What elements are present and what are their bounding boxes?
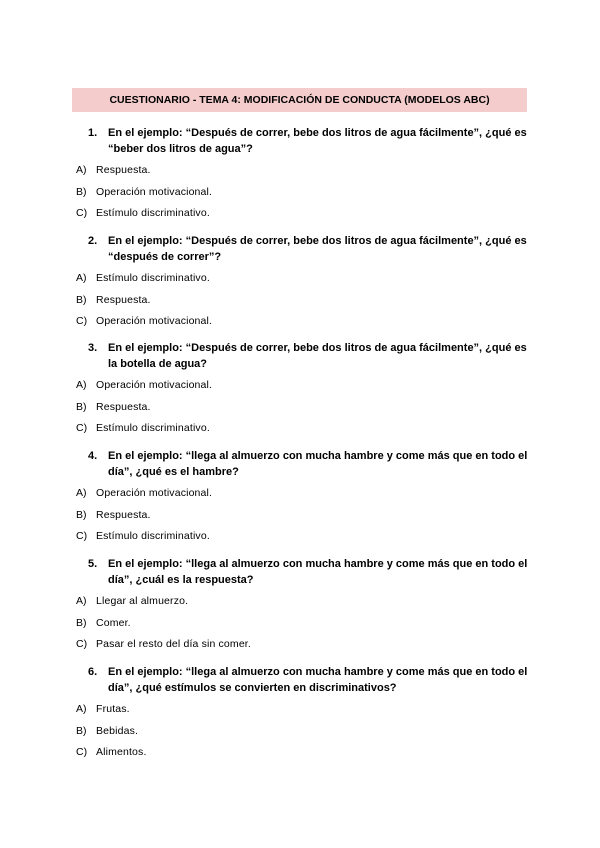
option-text: Frutas.	[96, 703, 130, 715]
option-b[interactable]	[76, 400, 528, 422]
option-b[interactable]	[76, 185, 528, 207]
question-4	[76, 448, 528, 551]
question-text: En el ejemplo: “llega al almuerzo con mucha hambre y come más que en todo el día”, ¿qué estímulos se convierten en discriminativos?	[108, 666, 528, 694]
option-b[interactable]	[76, 724, 528, 746]
option-c[interactable]	[76, 529, 528, 551]
question-number: 6.	[88, 666, 98, 678]
option-text: Estímulo discriminativo.	[96, 422, 210, 434]
option-list	[76, 486, 528, 551]
option-text: Respuesta.	[96, 164, 151, 176]
option-text: Estímulo discriminativo.	[96, 272, 210, 284]
option-c[interactable]	[76, 421, 528, 443]
option-a[interactable]	[76, 486, 528, 508]
option-letter: B)	[76, 508, 87, 521]
option-a[interactable]	[76, 271, 528, 293]
option-text: Estímulo discriminativo.	[96, 207, 210, 219]
question-text: En el ejemplo: “llega al almuerzo con mucha hambre y come más que en todo el día”, ¿cuál es la respuesta?	[108, 558, 528, 586]
option-letter: C)	[76, 530, 88, 542]
option-text: Pasar el resto del día sin comer.	[96, 638, 251, 650]
option-text: Respuesta.	[96, 293, 151, 306]
question-6	[76, 664, 528, 767]
option-text: Operación motivacional.	[96, 379, 213, 391]
option-c[interactable]	[76, 314, 528, 336]
question-text: En el ejemplo: “Después de correr, bebe dos litros de agua fácilmente”, ¿qué es “beber dos litros de agua”?	[108, 127, 527, 155]
option-letter: B)	[76, 400, 87, 413]
option-text: Estímulo discriminativo.	[96, 530, 210, 542]
question-number: 1.	[88, 127, 98, 139]
option-c[interactable]	[76, 637, 528, 659]
option-b[interactable]	[76, 293, 528, 315]
option-letter: A)	[76, 703, 87, 715]
option-letter: C)	[76, 207, 88, 219]
option-list	[76, 702, 528, 767]
option-list	[76, 378, 528, 443]
option-letter: A)	[76, 595, 87, 607]
option-a[interactable]	[76, 163, 528, 185]
option-text: Llegar al almuerzo.	[96, 595, 189, 607]
option-letter: C)	[76, 638, 88, 650]
option-text: Operación motivacional.	[96, 185, 213, 198]
option-c[interactable]	[76, 745, 528, 767]
option-a[interactable]	[76, 702, 528, 724]
question-number: 3.	[88, 342, 98, 354]
question-number: 5.	[88, 558, 98, 570]
quiz-title: CUESTIONARIO - TEMA 4: MODIFICACIÓN DE CONDUCTA (MODELOS ABC)	[109, 94, 490, 106]
question-2	[76, 233, 528, 336]
question-number: 4.	[88, 450, 98, 462]
option-text: Alimentos.	[96, 746, 147, 758]
option-letter: B)	[76, 185, 87, 198]
question-5	[76, 556, 528, 659]
option-list	[76, 163, 528, 228]
option-letter: C)	[76, 422, 88, 434]
question-number: 2.	[88, 235, 98, 247]
option-letter: C)	[76, 746, 88, 758]
option-list	[76, 271, 528, 336]
option-letter: B)	[76, 616, 87, 629]
option-list	[76, 594, 528, 659]
option-text: Comer.	[96, 616, 131, 629]
option-b[interactable]	[76, 616, 528, 638]
option-letter: A)	[76, 379, 87, 391]
option-text: Bebidas.	[96, 724, 139, 737]
option-letter: C)	[76, 315, 88, 327]
option-b[interactable]	[76, 508, 528, 530]
option-letter: B)	[76, 293, 87, 306]
option-letter: A)	[76, 164, 87, 176]
option-text: Operación motivacional.	[96, 315, 213, 327]
option-letter: B)	[76, 724, 87, 737]
option-text: Operación motivacional.	[96, 487, 213, 499]
question-text: En el ejemplo: “llega al almuerzo con mucha hambre y come más que en todo el día”, ¿qué es el hambre?	[108, 450, 528, 478]
question-text: En el ejemplo: “Después de correr, bebe dos litros de agua fácilmente”, ¿qué es “después de correr”?	[108, 235, 527, 263]
quiz-title-banner	[72, 88, 527, 112]
option-a[interactable]	[76, 378, 528, 400]
option-letter: A)	[76, 272, 87, 284]
option-letter: A)	[76, 487, 87, 499]
question-1	[76, 125, 528, 228]
option-c[interactable]	[76, 206, 528, 228]
option-a[interactable]	[76, 594, 528, 616]
question-3	[76, 340, 528, 443]
option-text: Respuesta.	[96, 508, 151, 521]
option-text: Respuesta.	[96, 400, 151, 413]
question-text: En el ejemplo: “Después de correr, bebe dos litros de agua fácilmente”, ¿qué es la botella de agua?	[108, 342, 527, 370]
